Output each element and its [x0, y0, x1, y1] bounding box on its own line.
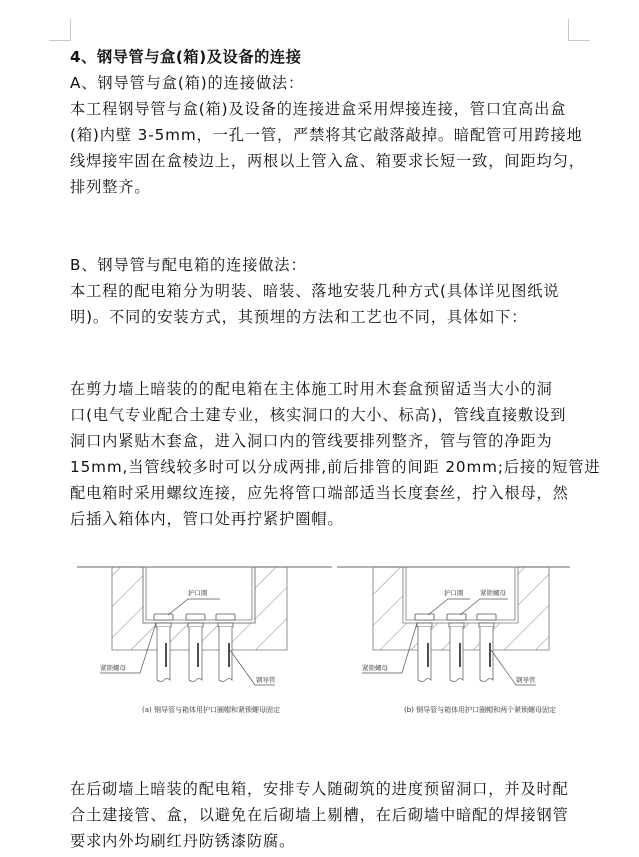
- page-corner-mark-right: [568, 19, 590, 41]
- paragraph-line: 要求内外均刷红丹防锈漆防腐。: [70, 832, 296, 850]
- label-lock-nut-a: 紧锁螺母: [100, 664, 126, 672]
- paragraph-line: 洞口内紧贴木套盒，进入洞口内的管线要排列整齐，管与管的净距为: [70, 432, 553, 450]
- leader-guard-ring-a: [168, 599, 220, 615]
- subsection-a-title: A、钢导管与盒(箱)的连接做法：: [70, 74, 305, 92]
- label-steel-pipe-a: 钢导管: [256, 676, 276, 684]
- paragraph-line: 本工程的配电箱分为明装、暗装、落地安装几种方式(具体详见图纸说: [70, 282, 560, 300]
- document-body: [70, 44, 601, 532]
- subsection-b-paragraph: [70, 278, 575, 330]
- paragraph-line: 线焊接牢固在盒棱边上，两根以上管入盒、箱要求长短一致，间距均匀，: [70, 152, 585, 170]
- paragraph-line: (箱)内壁 3-5mm，一孔一管，严禁将其它敲落敲掉。暗配管可用跨接地: [70, 126, 583, 144]
- steel-pipe: [154, 614, 173, 682]
- paragraph-line: 口(电气专业配合土建专业，核实洞口的大小、标高)，管线直接敷设到: [70, 406, 567, 424]
- paragraph-line: 明)。不同的安装方式，其预埋的方法和工艺也不同，具体如下：: [70, 308, 528, 326]
- page-corner-mark-left: [49, 19, 71, 41]
- figure-b-caption: (b) 钢导管与箱体用护口圈帽和两个紧锁螺母固定: [404, 706, 557, 714]
- leader-lock-nut-top-b: [460, 599, 508, 615]
- subsection-a-paragraph: [70, 96, 585, 200]
- label-steel-pipe-b: 钢导管: [516, 676, 536, 684]
- pipes-b: [415, 614, 496, 682]
- label-guard-ring-b: 护口圈: [444, 589, 464, 597]
- steel-pipe: [447, 614, 466, 682]
- paragraph-line: 排列整齐。: [70, 178, 151, 196]
- steel-pipe: [415, 614, 434, 682]
- paragraph-line: 15mm,当管线较多时可以分成两排,前后排管的间距 20mm;后接的短管进: [70, 458, 601, 476]
- steel-pipe: [477, 614, 496, 682]
- paragraph-line: 合土建接管、盒，以避免在后砌墙上剔槽，在后砌墙中暗配的焊接钢管: [70, 806, 569, 824]
- paragraph-line: 本工程钢导管与盒(箱)及设备的连接进盒采用焊接连接，管口宜高出盒: [70, 100, 567, 118]
- masonry-wall-paragraph: [70, 776, 575, 854]
- subsection-b-title: B、钢导管与配电箱的连接做法：: [70, 256, 307, 274]
- label-guard-ring-a: 护口圈: [188, 589, 208, 597]
- diagram-drawing: [70, 555, 580, 730]
- installation-diagram: [70, 555, 580, 730]
- paragraph-line: 配电箱时采用螺纹连接，应先将管口端部适当长度套丝，拧入根母，然: [70, 484, 569, 502]
- steel-pipe: [216, 614, 235, 682]
- section-heading: 4、钢导管与盒(箱)及设备的连接: [70, 48, 302, 66]
- steel-pipe: [186, 614, 205, 682]
- pipes-a: [154, 614, 235, 682]
- paragraph-line: 后插入箱体内，管口处再拧紧护圈帽。: [70, 510, 344, 528]
- label-lock-nut-top-b: 紧锁螺母: [480, 589, 506, 597]
- leader-guard-ring-b: [428, 599, 470, 615]
- label-lock-nut-b: 紧锁螺母: [362, 664, 388, 672]
- figure-a-caption: (a) 钢导管与箱体用护口圈帽和紧锁螺母固定: [142, 706, 280, 714]
- shear-wall-paragraph: [70, 376, 601, 532]
- paragraph-line: 在后砌墙上暗装的配电箱，安排专人随砌筑的进度预留洞口，并及时配: [70, 780, 569, 798]
- paragraph-line: 在剪力墙上暗装的的配电箱在主体施工时用木套盒预留适当大小的洞: [70, 380, 553, 398]
